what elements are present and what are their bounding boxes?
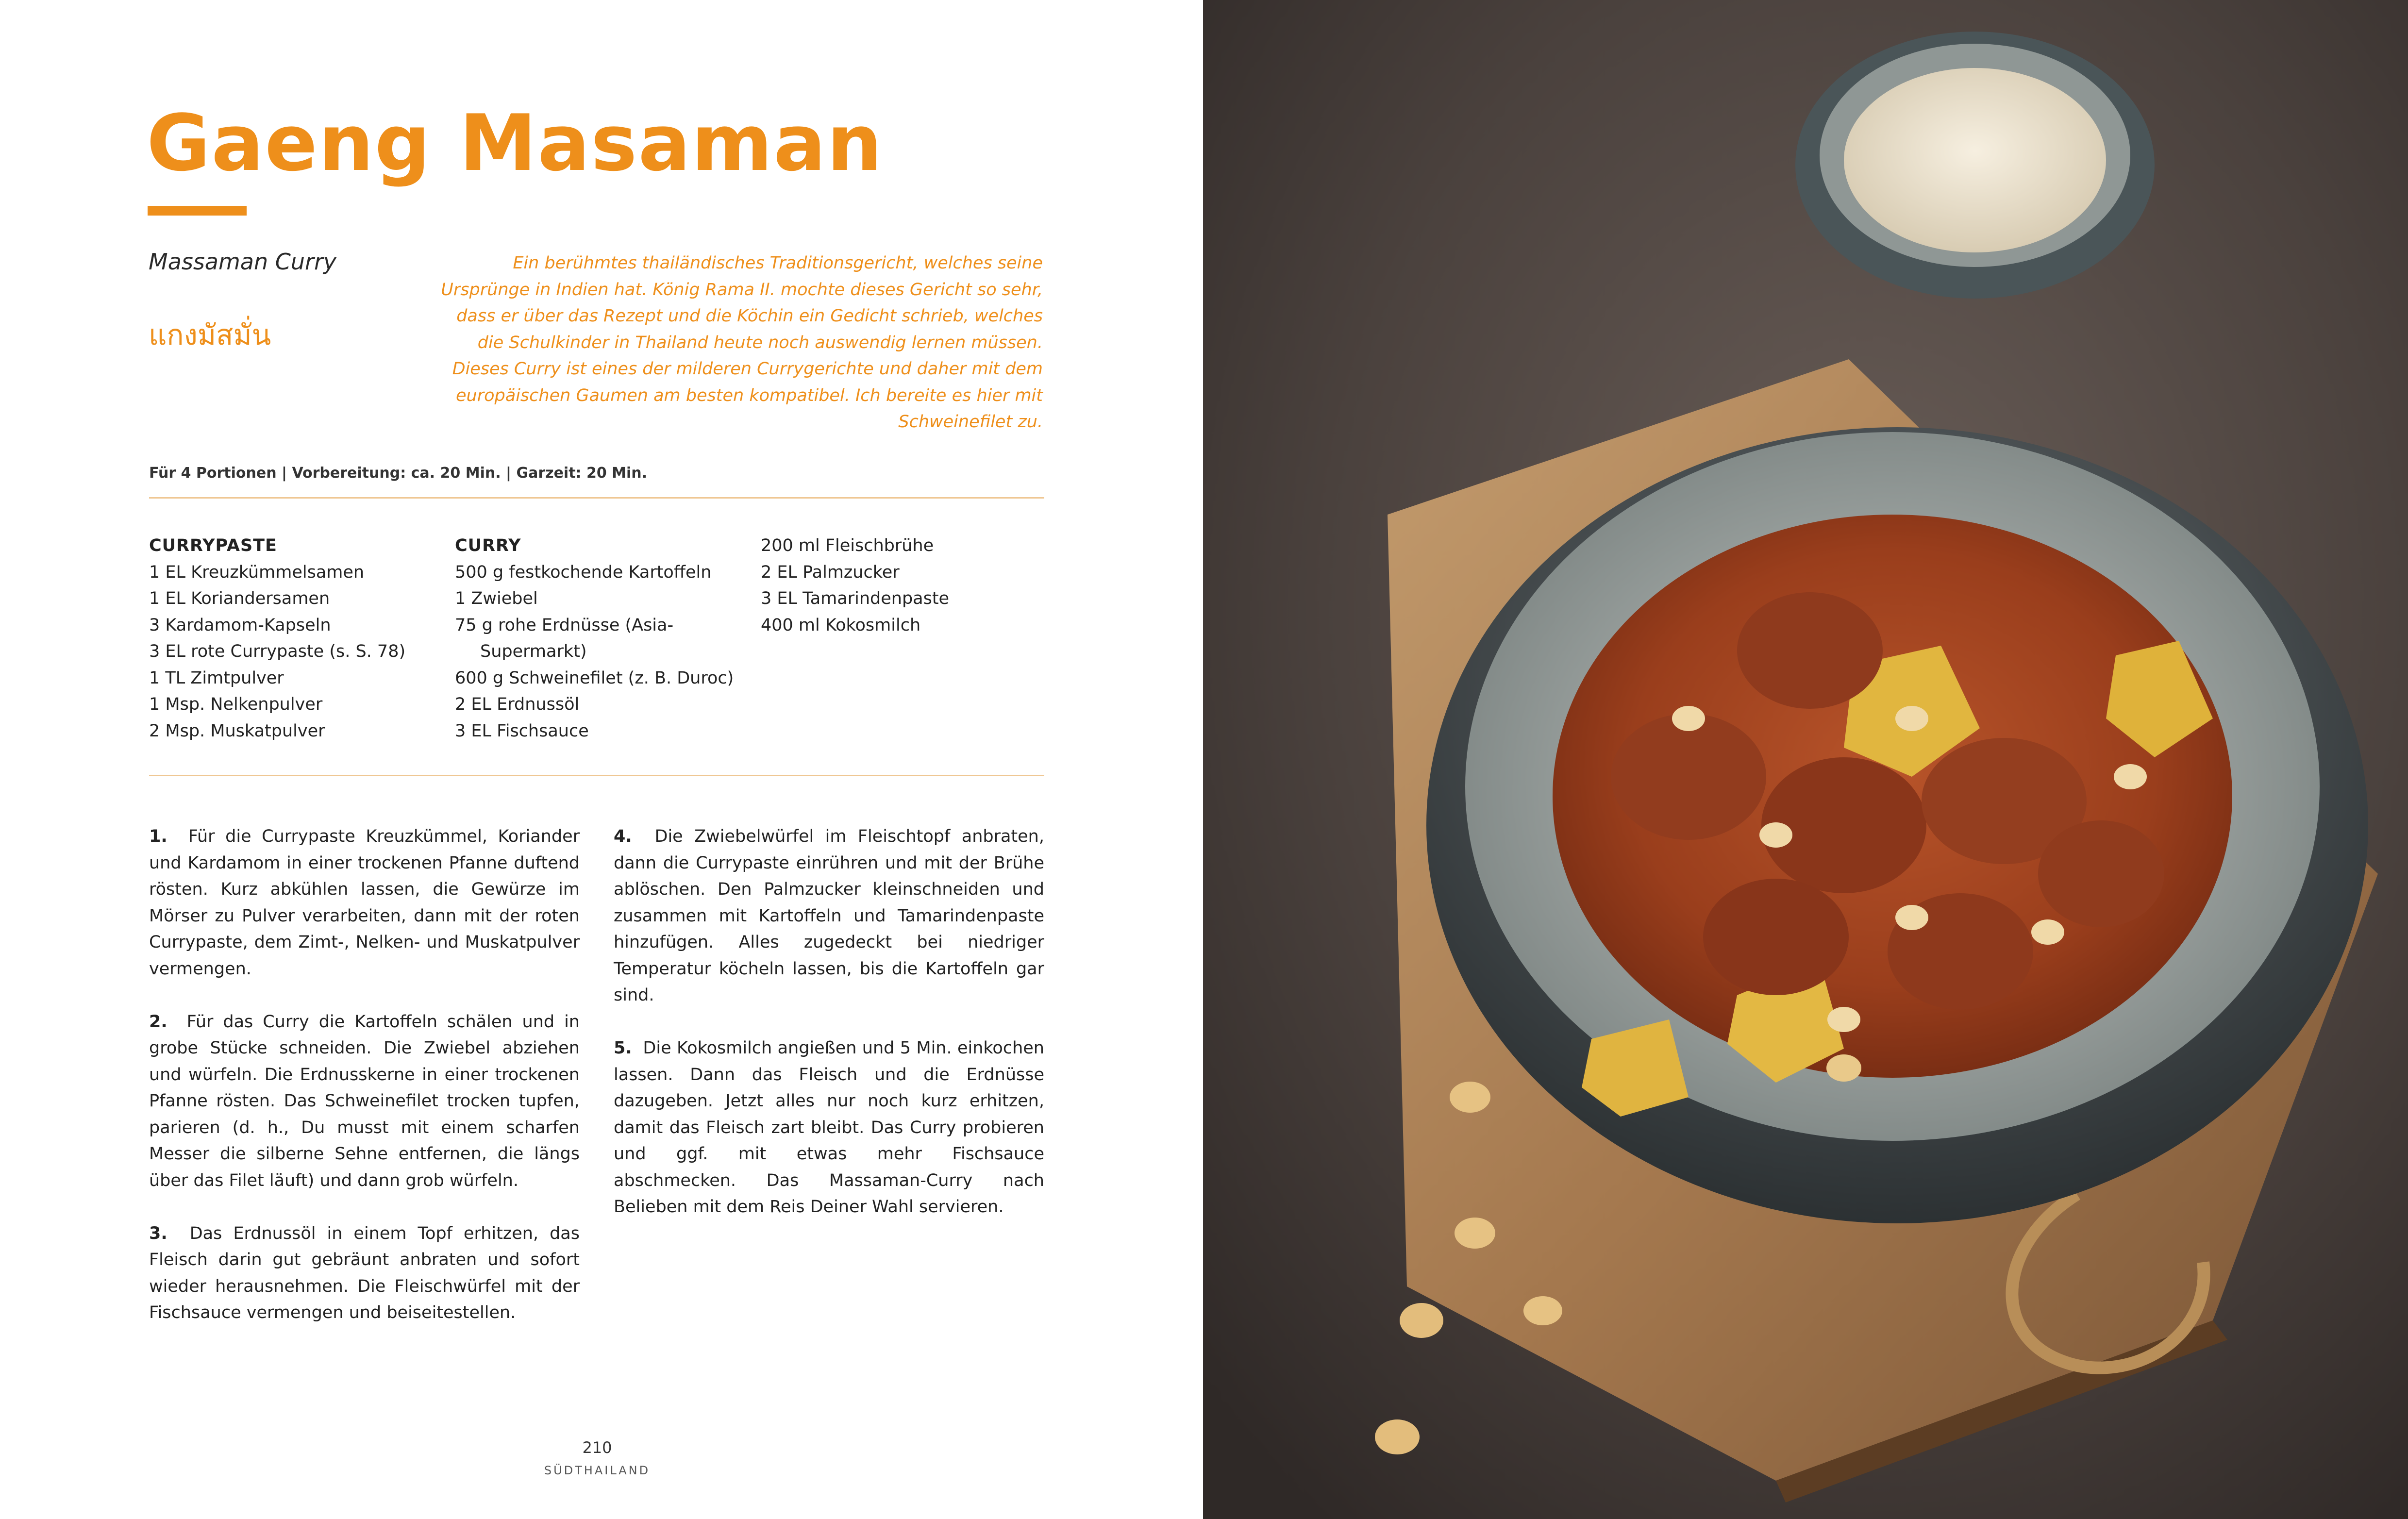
ingredient-item: 1 EL Kreuzkümmelsamen bbox=[149, 562, 365, 582]
ingredient-item: 500 g festkochende Kartoffeln bbox=[455, 562, 712, 582]
step-text: Für das Curry die Kartoffeln schälen und in grobe Stücke schneiden. Die Zwiebel abziehen und würfeln. Die Erdnusskerne in einer trockenen Pfanne rösten. Das Schweinefilet trocken tupfen, parieren (d. h., Du musst mit einem scharfen Messer die silberne Sehne entfernen, die längs über das Filet läuft) und dann grob würfeln. bbox=[149, 1012, 580, 1190]
ingredient-item: 1 EL Koriandersamen bbox=[149, 589, 330, 608]
ingredients-heading: CURRYPASTE bbox=[149, 536, 277, 555]
step-number: 3. bbox=[149, 1223, 167, 1243]
divider-bottom bbox=[149, 775, 1044, 776]
recipe-thai-name: แกงมัสมั่น bbox=[149, 318, 271, 351]
ingredient-item: 2 Msp. Muskatpulver bbox=[149, 721, 325, 741]
page-number: 210 bbox=[582, 1438, 612, 1457]
ingredient-item: 75 g rohe Erdnüsse (Asia- bbox=[455, 615, 674, 635]
ingredient-item: 400 ml Kokosmilch bbox=[761, 615, 921, 635]
ingredient-item: 200 ml Fleischbrühe bbox=[761, 536, 934, 555]
step-text: Für die Currypaste Kreuzkümmel, Koriander und Kardamom in einer trockenen Pfanne duftend rösten. Kurz abkühlen lassen, die Gewürze im Mörser zu Pulver verarbeiten, dann mit der roten Currypaste, dem Zimt-, Nelken- und Muskatpulver vermengen. bbox=[149, 827, 580, 979]
step bbox=[614, 1035, 1044, 1220]
ingredient-item-continuation: Supermarkt) bbox=[480, 642, 587, 661]
step-text: Die Zwiebelwürfel im Fleischtopf anbraten, dann die Currypaste einrühren und mit der Brühe ablöschen. Den Palmzucker kleinschneiden und zusammen mit Kartoffeln und Tamarindenpaste hinzufügen. Alles zugedeckt bei niedriger Temperatur köcheln lassen, bis die Kartoffeln gar sind. bbox=[614, 827, 1044, 1005]
step bbox=[149, 1220, 580, 1326]
step-text: Die Kokosmilch angießen und 5 Min. einkochen lassen. Dann das Fleisch und die Erdnüsse dazugeben. Jetzt alles nur noch kurz erhitzen, damit das Fleisch zart bleibt. Das Curry probieren und ggf. mit etwas mehr Fischsauce abschmecken. Das Massaman-Curry nach Belieben mit dem Reis Deiner Wahl servieren. bbox=[614, 1038, 1044, 1217]
ingredient-item: 3 EL Tamarindenpaste bbox=[761, 589, 950, 608]
chapter-label: SÜDTHAILAND bbox=[544, 1464, 651, 1477]
ingredient-item: 1 TL Zimtpulver bbox=[149, 668, 284, 688]
ingredients-heading: CURRY bbox=[455, 536, 521, 555]
step bbox=[614, 823, 1044, 1009]
recipe-intro: Ein berühmtes thailändisches Traditionsgericht, welches seine Ursprünge in Indien hat. König Rama II. mochte dieses Gericht so sehr, dass er über das Rezept und die Köchin ein Gedicht schrieb, welches die Schulkinder in Thailand heute noch auswendig lernen müssen. Dieses Curry ist eines der milderen Currygerichte und daher mit dem europäischen Gaumen am besten kompatibel. Ich bereite es hier mit Schweinefilet zu. bbox=[441, 253, 1043, 432]
ingredient-item: 3 EL rote Currypaste (s. S. 78) bbox=[149, 642, 406, 661]
step bbox=[149, 1009, 580, 1194]
step bbox=[149, 823, 580, 982]
step-number: 5. bbox=[614, 1038, 632, 1058]
dish-photo-illustration bbox=[1203, 0, 2408, 1519]
ingredients-curry bbox=[455, 533, 761, 744]
ingredient-item: 3 Kardamom-Kapseln bbox=[149, 615, 331, 635]
steps-column-right bbox=[614, 823, 1044, 1247]
divider-top bbox=[149, 497, 1044, 499]
recipe-title: Gaeng Masaman bbox=[147, 98, 883, 188]
recipe-subtitle: Massaman Curry bbox=[149, 249, 337, 275]
recipe-meta: Für 4 Portionen | Vorbereitung: ca. 20 Min. | Garzeit: 20 Min. bbox=[149, 465, 648, 482]
ingredient-item: 2 EL Erdnussöl bbox=[455, 695, 580, 714]
ingredient-item: 2 EL Palmzucker bbox=[761, 562, 900, 582]
ingredients-more bbox=[761, 533, 1052, 638]
ingredient-item: 1 Msp. Nelkenpulver bbox=[149, 695, 323, 714]
title-underline bbox=[148, 206, 247, 216]
step-number: 1. bbox=[149, 827, 167, 846]
ingredients-currypaste bbox=[149, 533, 440, 744]
ingredient-item: 600 g Schweinefilet (z. B. Duroc) bbox=[455, 668, 734, 688]
step-number: 4. bbox=[614, 827, 632, 846]
step-text: Das Erdnussöl in einem Topf erhitzen, das Fleisch darin gut gebräunt anbraten und sofort wieder herausnehmen. Die Fleischwürfel mit der Fischsauce vermengen und beiseitestellen. bbox=[149, 1223, 580, 1322]
dish-photo bbox=[1203, 0, 2408, 1519]
ingredient-item: 1 Zwiebel bbox=[455, 589, 538, 608]
step-number: 2. bbox=[149, 1012, 167, 1032]
recipe-page bbox=[0, 0, 1203, 1519]
ingredient-item: 3 EL Fischsauce bbox=[455, 721, 589, 741]
steps-column-left bbox=[149, 823, 580, 1352]
